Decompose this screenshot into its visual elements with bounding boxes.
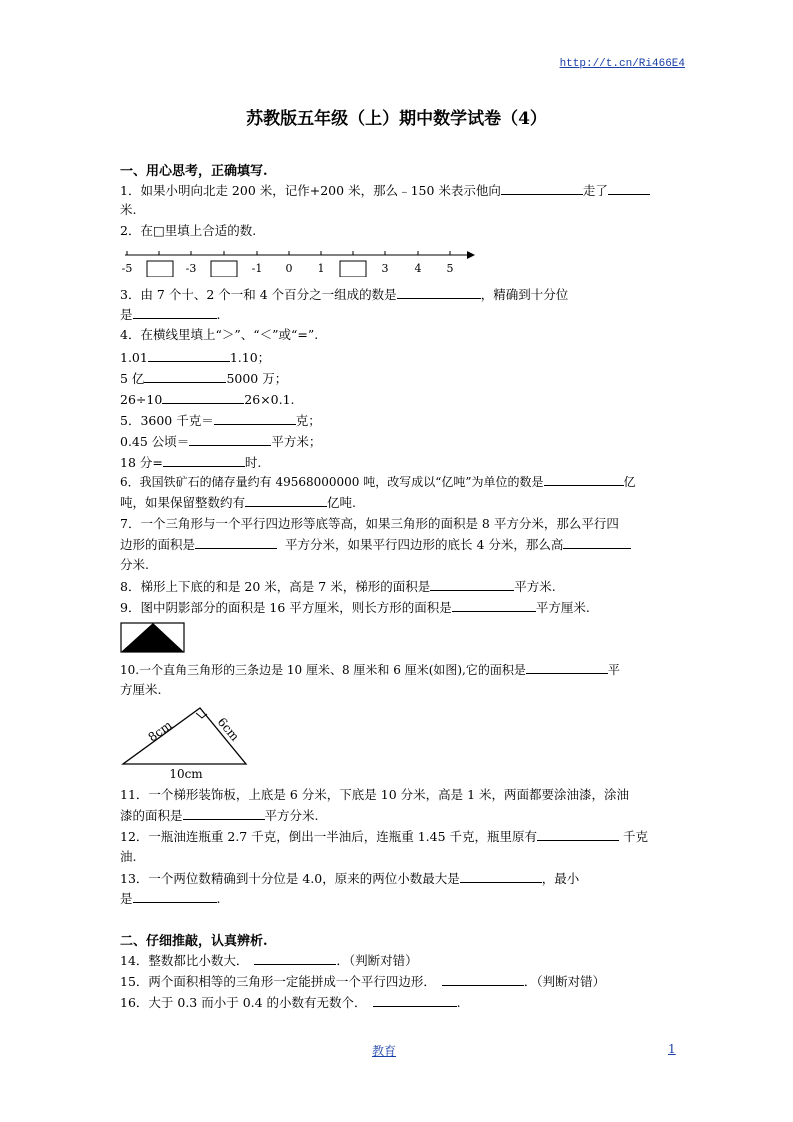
- answer-blank[interactable]: [526, 659, 608, 674]
- answer-blank[interactable]: [430, 576, 514, 591]
- answer-blank[interactable]: [608, 180, 650, 195]
- answer-blank[interactable]: [537, 826, 619, 841]
- tick-label: 0: [285, 262, 293, 275]
- question-1-text-b: 走了: [582, 183, 608, 198]
- answer-box[interactable]: [147, 261, 173, 277]
- question-15-text-b: ．（判断对错）: [523, 974, 606, 989]
- question-3-line-1: [120, 284, 675, 305]
- question-4-right: 1.10；: [229, 350, 271, 365]
- question-6-text-c: 吨，如果保留整数约有: [120, 495, 246, 510]
- question-3-text: 3．由 7 个十、2 个一和 4 个百分之一组成的数是: [120, 287, 397, 302]
- question-13-text-b: ，最小: [541, 871, 580, 886]
- question-15-line: [120, 971, 675, 992]
- answer-blank[interactable]: [214, 410, 296, 425]
- question-9-text-b: 平方厘米.: [535, 600, 590, 615]
- answer-blank[interactable]: [144, 368, 226, 383]
- answer-blank[interactable]: [254, 950, 336, 965]
- question-3-text-c: 是: [120, 307, 133, 322]
- question-10-text-b: 平: [607, 663, 620, 677]
- question-14-text: 14．整数都比小数大．: [120, 953, 249, 968]
- question-14-text-b: ．（判断对错）: [336, 953, 418, 968]
- question-5-right: 时.: [244, 455, 262, 470]
- tick-label: 3: [381, 262, 389, 275]
- question-6-line-1: [120, 471, 675, 492]
- question-3-line-2: [120, 304, 675, 325]
- answer-blank[interactable]: [452, 597, 536, 612]
- header-link[interactable]: http://t.cn/Ri466E4: [559, 58, 685, 70]
- question-2-text: 2．在□里填上合适的数.: [120, 223, 257, 238]
- question-1-line-1: [120, 180, 675, 201]
- question-9-line: [120, 597, 675, 618]
- side-label-6cm: 6cm: [214, 714, 242, 744]
- question-10-line-1: [120, 659, 675, 680]
- question-8-line: [120, 576, 675, 597]
- answer-blank[interactable]: [245, 492, 327, 507]
- question-16-text-b: .: [456, 995, 461, 1010]
- answer-blank[interactable]: [189, 431, 271, 446]
- question-5-row-3: [120, 452, 675, 473]
- question-5-left: 5．3600 千克＝: [120, 413, 214, 428]
- answer-box[interactable]: [340, 261, 366, 277]
- question-4-right: 5000 万；: [226, 371, 288, 386]
- tick-label: -5: [121, 262, 133, 275]
- question-7-text-c: 平方分米，如果平行四边形的底长 4 分米，那么高: [285, 537, 564, 552]
- question-4-right: 26×0.1.: [244, 392, 295, 407]
- question-13-text: 13．一个两位数精确到十分位是 4.0，原来的两位小数最大是: [120, 871, 460, 886]
- tick-label: 1: [317, 262, 325, 275]
- question-12-text: 12．一瓶油连瓶重 2.7 千克，倒出一半油后，连瓶重 1.45 千克，瓶里原有: [120, 829, 538, 844]
- question-14-line: [120, 950, 675, 971]
- question-11-text-c: 平方分米.: [264, 808, 319, 823]
- question-3-text-d: .: [216, 307, 221, 322]
- question-13-text-d: .: [216, 891, 221, 906]
- tick-label: -3: [185, 262, 197, 275]
- answer-blank[interactable]: [563, 534, 631, 549]
- section-1-heading: 一、用心思考，正确填写.: [120, 164, 268, 179]
- question-4-row-3: [120, 389, 675, 410]
- question-15-text: 15．两个面积相等的三角形一定能拼成一个平行四边形．: [120, 974, 436, 989]
- question-11-text-b: 漆的面积是: [120, 808, 183, 823]
- question-5-left: 18 分=: [120, 455, 163, 470]
- answer-blank[interactable]: [163, 452, 245, 467]
- question-10-text: 10.一个直角三角形的三条边是 10 厘米、8 厘米和 6 厘米(如图),它的面积是: [120, 663, 526, 677]
- question-6-text: 6．我国铁矿石的储存量约有 49568000000 吨，改写成以“亿吨”为单位的数是: [120, 475, 544, 489]
- question-4-left: 26÷10: [120, 392, 163, 407]
- question-12-line-1: [120, 826, 675, 847]
- tick-label: 5: [446, 262, 454, 275]
- question-7-text-b: 边形的面积是: [120, 537, 196, 552]
- answer-blank[interactable]: [195, 534, 277, 549]
- answer-blank[interactable]: [133, 304, 217, 319]
- question-16-text: 16．大于 0.3 而小于 0.4 的小数有无数个．: [120, 995, 367, 1010]
- question-8-text-b: 平方米.: [514, 579, 556, 594]
- question-12-line-2: 油.: [120, 849, 137, 864]
- answer-blank[interactable]: [501, 180, 583, 195]
- question-5-right: 平方米；: [271, 434, 322, 449]
- question-5-left: 0.45 公顷＝: [120, 434, 190, 449]
- answer-blank[interactable]: [397, 284, 481, 299]
- question-6-text-d: 亿吨.: [327, 495, 356, 510]
- question-4-row-2: [120, 368, 675, 389]
- question-6-text-b: 亿: [623, 475, 636, 489]
- question-5-row-2: [120, 431, 675, 452]
- question-13-text-c: 是: [120, 891, 133, 906]
- question-3-text-b: ，精确到十分位: [480, 287, 569, 302]
- answer-blank[interactable]: [373, 992, 457, 1007]
- question-1-text: 1．如果小明向北走 200 米，记作+200 米，那么﹣150 米表示他向: [120, 183, 501, 198]
- side-label-8cm: 8cm: [145, 717, 175, 745]
- question-4-row-1: [120, 347, 675, 368]
- question-13-line-2: [120, 888, 675, 909]
- side-label-10cm: 10cm: [169, 767, 203, 781]
- question-8-text: 8．梯形上下底的和是 20 米，高是 7 米，梯形的面积是: [120, 579, 431, 594]
- answer-blank[interactable]: [442, 971, 524, 986]
- question-4-left: 1.01: [120, 350, 148, 365]
- question-11-line-1: 11．一个梯形装饰板，上底是 6 分米，下底是 10 分米，高是 1 米，两面都要涂油漆，涂油: [120, 787, 630, 802]
- question-11-line-2: [120, 805, 675, 826]
- answer-blank[interactable]: [133, 888, 217, 903]
- question-6-line-2: [120, 492, 675, 513]
- question-5-right: 克；: [295, 413, 321, 428]
- answer-blank[interactable]: [544, 471, 624, 486]
- right-triangle-figure: [118, 702, 254, 782]
- question-16-line: [120, 992, 675, 1013]
- tick-label: 4: [414, 262, 422, 275]
- answer-blank[interactable]: [148, 347, 230, 362]
- question-7-line-2: [120, 534, 675, 555]
- answer-blank[interactable]: [460, 868, 542, 883]
- answer-blank[interactable]: [183, 805, 265, 820]
- question-4-left: 5 亿: [120, 371, 145, 386]
- question-12-text-b: 千克: [623, 829, 649, 844]
- page-title: 苏教版五年级（上）期中数学试卷（4）: [246, 109, 547, 129]
- section-2-heading: 二、仔细推敲，认真辨析.: [120, 934, 268, 949]
- footer-link[interactable]: 教育: [372, 1044, 397, 1058]
- answer-blank[interactable]: [162, 389, 244, 404]
- question-1-line-2: 米.: [120, 202, 137, 217]
- question-7-line-1: 7．一个三角形与一个平行四边形等底等高，如果三角形的面积是 8 平方分米，那么平行四: [120, 516, 619, 531]
- tick-label: -1: [251, 262, 263, 275]
- number-line: [115, 243, 480, 277]
- question-9-text: 9．图中阴影部分的面积是 16 平方厘米，则长方形的面积是: [120, 600, 452, 615]
- question-4-text: 4．在横线里填上“＞”、“＜”或“=”.: [120, 327, 319, 342]
- question-7-line-3: 分米.: [120, 557, 149, 572]
- question-10-line-2: 方厘米.: [120, 682, 162, 697]
- question-5-row-1: [120, 410, 675, 431]
- question-13-line-1: [120, 868, 675, 889]
- answer-box[interactable]: [211, 261, 237, 277]
- shaded-rectangle-figure: [120, 622, 186, 654]
- page-number: 1: [668, 1042, 676, 1056]
